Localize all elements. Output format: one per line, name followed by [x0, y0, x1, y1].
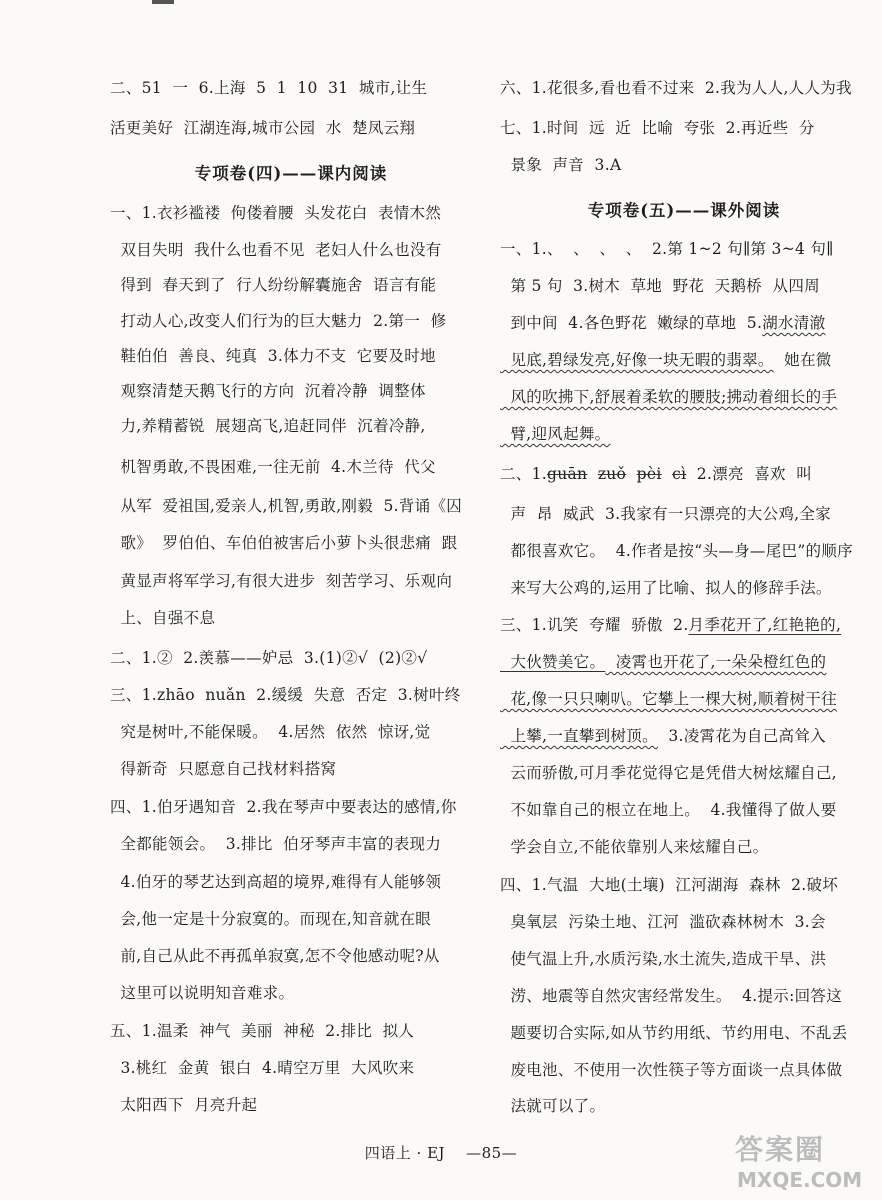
- text-line: 都很喜欢它。 4.作者是按“头—身—尾巴”的顺序: [500, 542, 853, 560]
- text-line: 六、1.花很多,看也看不过来 2.我为人人,人人为我: [500, 79, 852, 97]
- text-line: [500, 424, 610, 444]
- text-line: 全都能领会。 3.排比 伯牙琴声丰富的表现力: [110, 835, 442, 853]
- wavy-underlined-text: 凌霄也开花了,一朵朵橙红色的: [605, 653, 827, 671]
- wavy-underlined-text: 上攀,一直攀到树顶。: [500, 727, 658, 745]
- text-line: 3.桃红 金黄 银白 4.晴空万里 大风吹来: [110, 1059, 415, 1077]
- text-line: 得到 春天到了 行人纷纷解囊施舍 语言有能: [110, 276, 437, 294]
- text-line: 4.伯牙的琴艺达到高超的境界,难得有人能够领: [110, 873, 442, 891]
- text-line: 三、1.zhāo nuǎn 2.缓缓 失意 否定 3.树叶终: [110, 686, 461, 704]
- text-line: 见底,碧绿发亮,好像一块无暇的翡翠。 她在微: [500, 351, 832, 369]
- text-line: [500, 652, 826, 672]
- text-line: 七、1.时间 远 近 比喻 夸张 2.再近些 分: [500, 119, 815, 137]
- text-line: 声 昂 威武 3.我家有一只漂亮的大公鸡,全家: [500, 505, 832, 523]
- pinyin-crossed: guān: [547, 465, 588, 483]
- text-line: 不如靠自己的根立在地上。 4.我懂得了做人要: [500, 801, 837, 819]
- section-5-title: 专项卷(五)——课外阅读: [587, 201, 781, 220]
- text-line: 歌》 罗伯伯、车伯伯被害后小萝卜头很悲痛 跟: [110, 534, 458, 552]
- page-number: —85—: [466, 1144, 518, 1162]
- text-line: 四、1.伯牙遇知音 2.我在琴声中要表达的感情,你: [110, 798, 457, 816]
- text-line: 四、1.气温 大地(土壤) 江河湖海 森林 2.破坏: [500, 876, 839, 894]
- underlined-text: 月季花开了,红艳艳的,: [688, 616, 842, 634]
- watermark-logo-text: 答案圈: [735, 1133, 826, 1166]
- text-line: 二、1.② 2.羡慕——妒忌 3.(1)②√ (2)②√: [110, 649, 428, 667]
- text-line: 二、1.guān zuǒ pèi cì 2.漂亮 喜欢 叫: [500, 465, 813, 483]
- text-line: 上攀,一直攀到树顶。 3.凌霄花为自己高耸入: [500, 727, 826, 745]
- text-line: 涝、地震等自然灾害经常发生。 4.提示:回答这: [500, 987, 843, 1005]
- text-line: 云而骄傲,可月季花觉得它是凭借大树炫耀自己,: [500, 764, 837, 782]
- text-line: 一、1.衣衫褴褛 佝偻着腰 头发花白 表情木然: [110, 204, 442, 222]
- text-line: 打动人心,改变人们行为的巨大魅力 2.第一 修: [110, 312, 447, 330]
- text-line: 第 5 句 3.树木 草地 野花 天鹅桥 从四周: [500, 277, 820, 295]
- text-line: 臭氧层 污染土地、江河 滥砍森林树木 3.会: [500, 913, 826, 931]
- watermark: [735, 1128, 875, 1194]
- text-line: 来写大公鸡的,运用了比喻、拟人的修辞手法。: [500, 579, 832, 597]
- text-line: 三、1.讥笑 夸耀 骄傲 2.月季花开了,红艳艳的,: [500, 616, 842, 634]
- text-line: 得新奇 只愿意自己找材料搭窝: [110, 760, 337, 778]
- text-line: 学会自立,不能依靠别人来炫耀自己。: [500, 838, 769, 856]
- text-line: 观察清楚天鹅飞行的方向 沉着冷静 调整体: [110, 382, 426, 400]
- text-line: 活更美好 江湖连海,城市公园 水 楚凤云翔: [110, 119, 416, 137]
- text-line: 太阳西下 月亮升起: [110, 1096, 258, 1114]
- text-line: 究是树叶,不能保暖。 4.居然 依然 惊讶,觉: [110, 723, 431, 741]
- text-line: 鞋伯伯 善良、纯真 3.体力不支 它要及时地: [110, 347, 436, 365]
- text-line: 前,自己从此不再孤单寂寞,怎不令他感动呢?从: [110, 947, 440, 965]
- watermark-url: MXQE.COM: [737, 1168, 863, 1192]
- text-line: 机智勇敢,不畏困难,一往无前 4.木兰待 代父: [110, 458, 436, 476]
- text-line: 题要切合实际,如从节约用纸、节约用电、不乱丢: [500, 1024, 848, 1042]
- text-line: 黄显声将军学习,有很大进步 刻苦学习、乐观向: [110, 572, 453, 590]
- text-line: [500, 387, 837, 407]
- text-line: 会,他一定是十分寂寞的。而现在,知音就在眼: [110, 910, 432, 928]
- wavy-underlined-text: 花,像一只只喇叭。它攀上一棵大树,顺着树干往: [500, 690, 837, 708]
- text-line: 使气温上升,水质污染,水土流失,造成干旱、洪: [500, 950, 827, 968]
- text-line: 废电池、不使用一次性筷子等方面谈一点具体做: [500, 1061, 843, 1079]
- footer-book-label: 四语上 · EJ: [364, 1144, 446, 1162]
- text-line: [500, 689, 837, 709]
- text-line: 上、自强不息: [110, 609, 216, 627]
- section-4-title: 专项卷(四)——课内阅读: [194, 164, 388, 183]
- text-line: 五、1.温柔 神气 美丽 神秘 2.排比 拟人: [110, 1022, 415, 1040]
- text-line: 从军 爱祖国,爱亲人,机智,勇敢,刚毅 5.背诵《囚: [110, 497, 463, 515]
- top-edge-mark: [152, 0, 174, 4]
- text-line: 力,养精蓄锐 展翅高飞,追赶同伴 沉着冷静,: [110, 417, 426, 435]
- pinyin-crossed: pèi: [636, 465, 662, 483]
- text-line: 景象 声音 3.A: [500, 156, 622, 174]
- pinyin-crossed: cì: [672, 465, 687, 483]
- wavy-underlined-text: 见底,碧绿发亮,好像一块无暇的翡翠。: [500, 351, 774, 369]
- wavy-underlined-text: 湖水清澈: [762, 314, 826, 332]
- pinyin-crossed: zuǒ: [597, 465, 627, 483]
- text-line: 到中间 4.各色野花 嫩绿的草地 5.湖水清澈: [500, 314, 826, 332]
- text-line: 法就可以了。: [500, 1097, 606, 1115]
- underlined-text: 大伙赞美它。: [500, 653, 606, 671]
- text-line: 二、51 一 6.上海 5 1 10 31 城市,让生: [110, 79, 428, 97]
- wavy-underlined-text: 臂,迎风起舞。: [500, 425, 611, 443]
- text-line: 双目失明 我什么也看不见 老妇人什么也没有: [110, 241, 442, 259]
- text-line: 一、1.、 、 、 、 2.第 1~2 句∥第 3~4 句∥: [500, 240, 834, 258]
- wavy-underlined-text: 风的吹拂下,舒展着柔软的腰肢;拂动着细长的手: [500, 388, 838, 406]
- text-line: 这里可以说明知音难求。: [110, 984, 295, 1002]
